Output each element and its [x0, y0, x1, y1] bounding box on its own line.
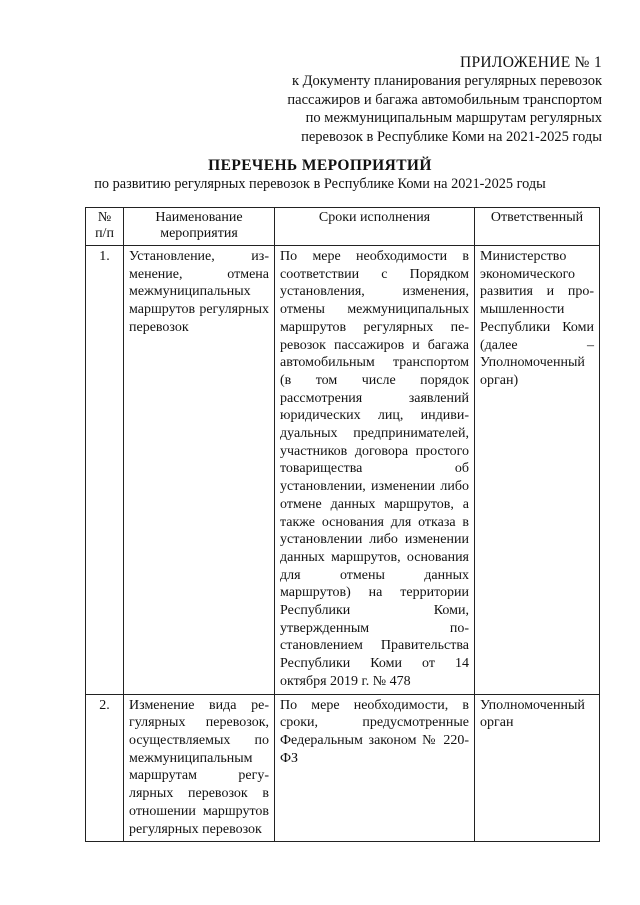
row-num: 2. [86, 694, 124, 842]
appendix-header [242, 54, 602, 146]
row-num: 1. [86, 246, 124, 695]
appendix-title: ПРИЛОЖЕНИЕ № 1 [459, 54, 602, 71]
row-deadline: По мере необходимости, в сроки, предусмотренные Федеральным законом № 220-ФЗ [275, 694, 475, 842]
document-title: ПЕРЕЧЕНЬ МЕРОПРИЯТИЙ [208, 157, 432, 174]
table-row [86, 694, 600, 842]
row-name: Изменение вида регулярных перевозок, осуществляемых по межмуниципальным маршрутам регулярных перевозок в отношении маршрутов регулярных перевозок [124, 694, 275, 842]
row-deadline: По мере необходимости в соответствии с Порядком установления, изменения, отмены межмуниципальных маршрутов регулярных перевозок пассажиров и багажа автомобильным транспортом (в том числе порядок рассмотрения заявлений юридических лиц, индивидуальных предпринимателей, участников договора простого товарищества об установлении, изменении либо отмене данных маршрутов, а также основания для отказа в установлении либо изменении данных маршрутов, основания для отмены данных маршрутов) на территории Республики Коми, утвержденным постановлением Правительства Республики Коми от 14 октября 2019 г. № 478 [275, 246, 475, 695]
row-responsible: Уполномоченный орган [475, 694, 600, 842]
header-deadline: Сроки исполнения [275, 208, 475, 246]
table-header-row [86, 208, 600, 246]
table-row [86, 246, 600, 695]
row-name: Установление, изменение, отмена межмуниципальных маршрутов регулярных перевозок [124, 246, 275, 695]
appendix-line: пассажиров и багажа автомобильным транспортом [287, 91, 602, 108]
header-name: Наименование мероприятия [124, 208, 275, 246]
document-subtitle: по развитию регулярных перевозок в Республике Коми на 2021-2025 годы [94, 176, 546, 192]
header-num: № п/п [86, 208, 124, 246]
appendix-line: по межмуниципальным маршрутам регулярных [305, 110, 602, 127]
row-responsible: Министерство экономического развития и промышленности Республики Коми (далее – Уполномоченный орган) [475, 246, 600, 695]
header-responsible: Ответственный [475, 208, 600, 246]
appendix-line: перевозок в Республике Коми на 2021-2025 годы [301, 128, 602, 145]
appendix-line: к Документу планирования регулярных перевозок [291, 73, 602, 90]
events-table [85, 207, 600, 842]
